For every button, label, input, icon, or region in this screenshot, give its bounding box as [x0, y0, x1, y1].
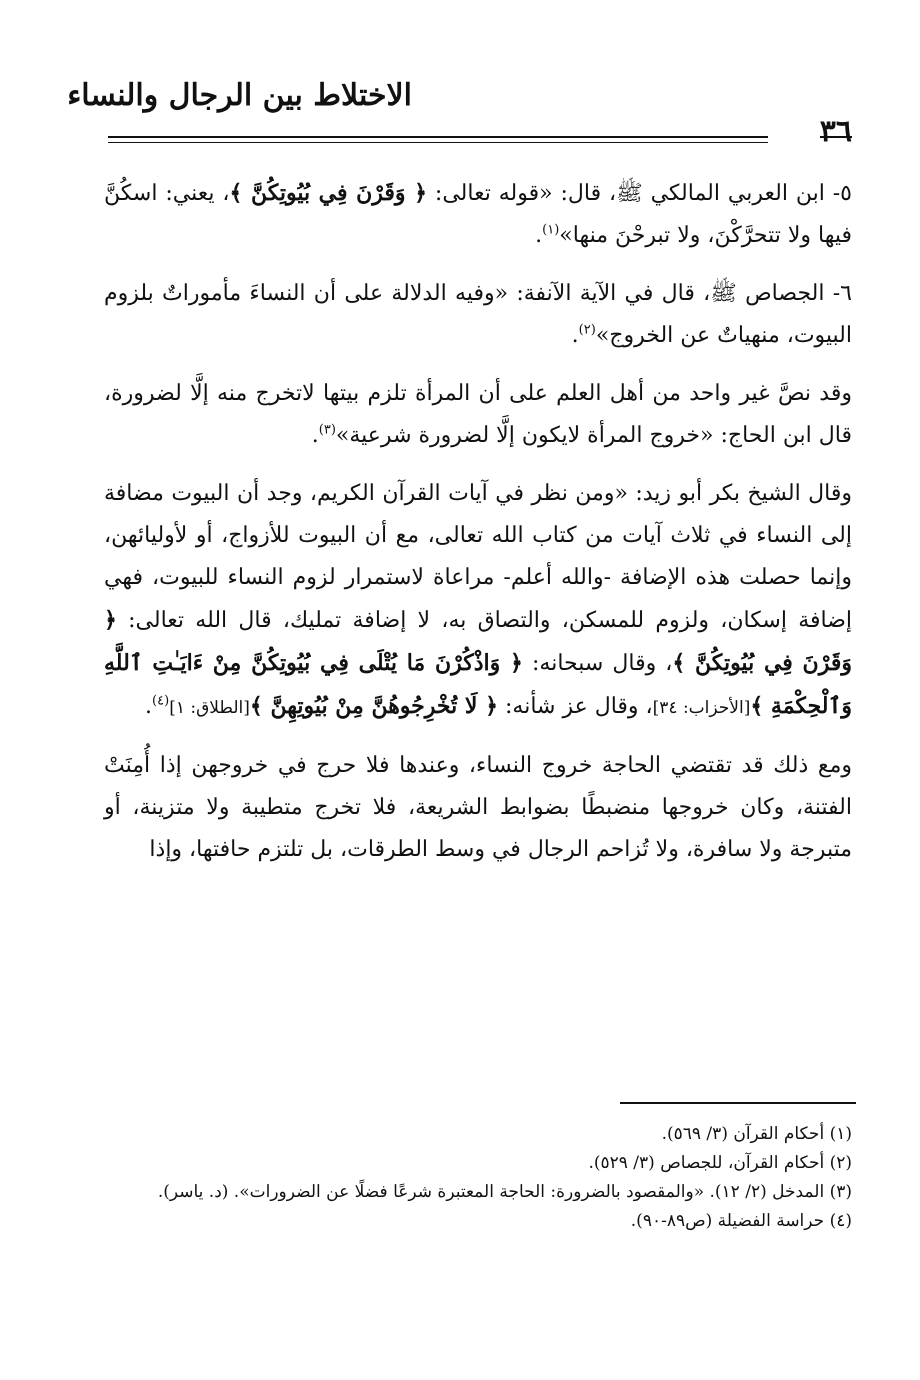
text: ٦- الجصاص ﷺ، قال في الآية الآنفة: «وفيه الدلالة على أن النساءَ مأموراتٌ بلزوم البيوت، منهياتٌ عن الخروج» [104, 281, 852, 348]
text: ، وقال عز شأنه: [505, 694, 653, 719]
footnote-marker-3[interactable]: (٣) [318, 422, 336, 438]
text: وقال الشيخ بكر أبو زيد: «ومن نظر في آيات القرآن الكريم، وجد أن البيوت مضافة إلى النساء في ثلاث آيات من كتاب الله تعالى، مع أن البيوت للأزواج، أو لأوليائهن، وإنما حصلت هذه الإضافة -والله أعلم- مراعاة لاستمرار لزوم النساء للبيوت، فهي إضافة إسكان، ولزوم للمسكن، والتصاق به، لا إضافة تمليك، قال الله تعالى: [104, 481, 852, 633]
page-number: ٣٦ [819, 114, 852, 149]
text: وقد نصَّ غير واحد من أهل العلم على أن المرأة تلزم بيتها لاتخرج منه إلَّا لضرورة، قال ابن الحاج: «خروج المرأة لايكون إلَّا لضرورة شرعية» [104, 381, 852, 448]
footnote-4: (٤) حراسة الفضيلة (ص٨٩-٩٠). [630, 1211, 852, 1231]
text: ، وقال سبحانه: [532, 651, 673, 676]
paragraph-bakr-abu-zayd [104, 473, 852, 729]
paragraph-ibn-al-arabi [104, 172, 852, 257]
footnote-marker-4[interactable]: (٤) [152, 693, 170, 709]
footnotes [72, 1120, 852, 1236]
footnote-marker-1[interactable]: (١) [542, 222, 560, 238]
text: ٥- ابن العربي المالكي ﷺ، قال: «قوله تعالى: [434, 181, 852, 206]
text: . [311, 423, 319, 448]
quran-verse: ﴿ وَاذْكُرْنَ مَا يُتْلَى فِي بُيُوتِكُنَّ مِنْ ءَايَـٰتِ ٱللَّهِ وَٱلْحِكْمَةِ ﴾ [104, 650, 852, 719]
verse-reference: [الأحزاب: ٣٤] [652, 698, 751, 718]
quran-verse: ﴿ لَا تُخْرِجُوهُنَّ مِنْ بُيُوتِهِنَّ ﴾ [249, 693, 498, 719]
header-rule [108, 136, 768, 138]
body-text [104, 172, 852, 887]
text: . [571, 323, 579, 348]
text: ومع ذلك قد تقتضي الحاجة خروج النساء، وعندها فلا حرج في خروجهن إذا أُمِنَتْ الفتنة، وكان خروجها منضبطًا بضوابط الشريعة، فلا تخرج متطيبة ولا متزينة، أو متبرجة ولا سافرة، ولا تُزاحم الرجال في وسط الطرقات، بل تلتزم حافتها، وإذا [104, 753, 852, 862]
header-rule-thin [108, 142, 768, 143]
footnote-2: (٢) أحكام القرآن، للجصاص (٣/ ٥٢٩). [588, 1153, 852, 1173]
quran-verse: ﴿ وَقَرْنَ فِي بُيُوتِكُنَّ ﴾ [104, 607, 852, 676]
footnote-marker-2[interactable]: (٢) [578, 322, 596, 338]
quran-verse: ﴿ وَقَرْنَ فِي بُيُوتِكُنَّ ﴾ [229, 180, 427, 206]
running-title: الاختلاط بين الرجال والنساء [67, 78, 412, 113]
text: ، يعني: اسكُنَّ فيها ولا تتحرَّكْنَ، ولا تبرحْنَ منها» [104, 181, 852, 248]
paragraph-ibn-al-hajj [104, 373, 852, 457]
paragraph-al-jassas [104, 273, 852, 357]
footnote-1: (١) أحكام القرآن (٣/ ٥٦٩). [661, 1124, 852, 1144]
header-rule-short [820, 136, 852, 138]
footnote-separator [620, 1102, 856, 1104]
text: . [535, 223, 543, 248]
paragraph-going-out [104, 745, 852, 871]
text: . [145, 694, 153, 719]
verse-reference: [الطلاق: ١] [169, 698, 250, 718]
footnote-3: (٣) المدخل (٢/ ١٢). «والمقصود بالضرورة: الحاجة المعتبرة شرعًا فضلًا عن الضرورات». (د. ياسر). [157, 1182, 852, 1202]
